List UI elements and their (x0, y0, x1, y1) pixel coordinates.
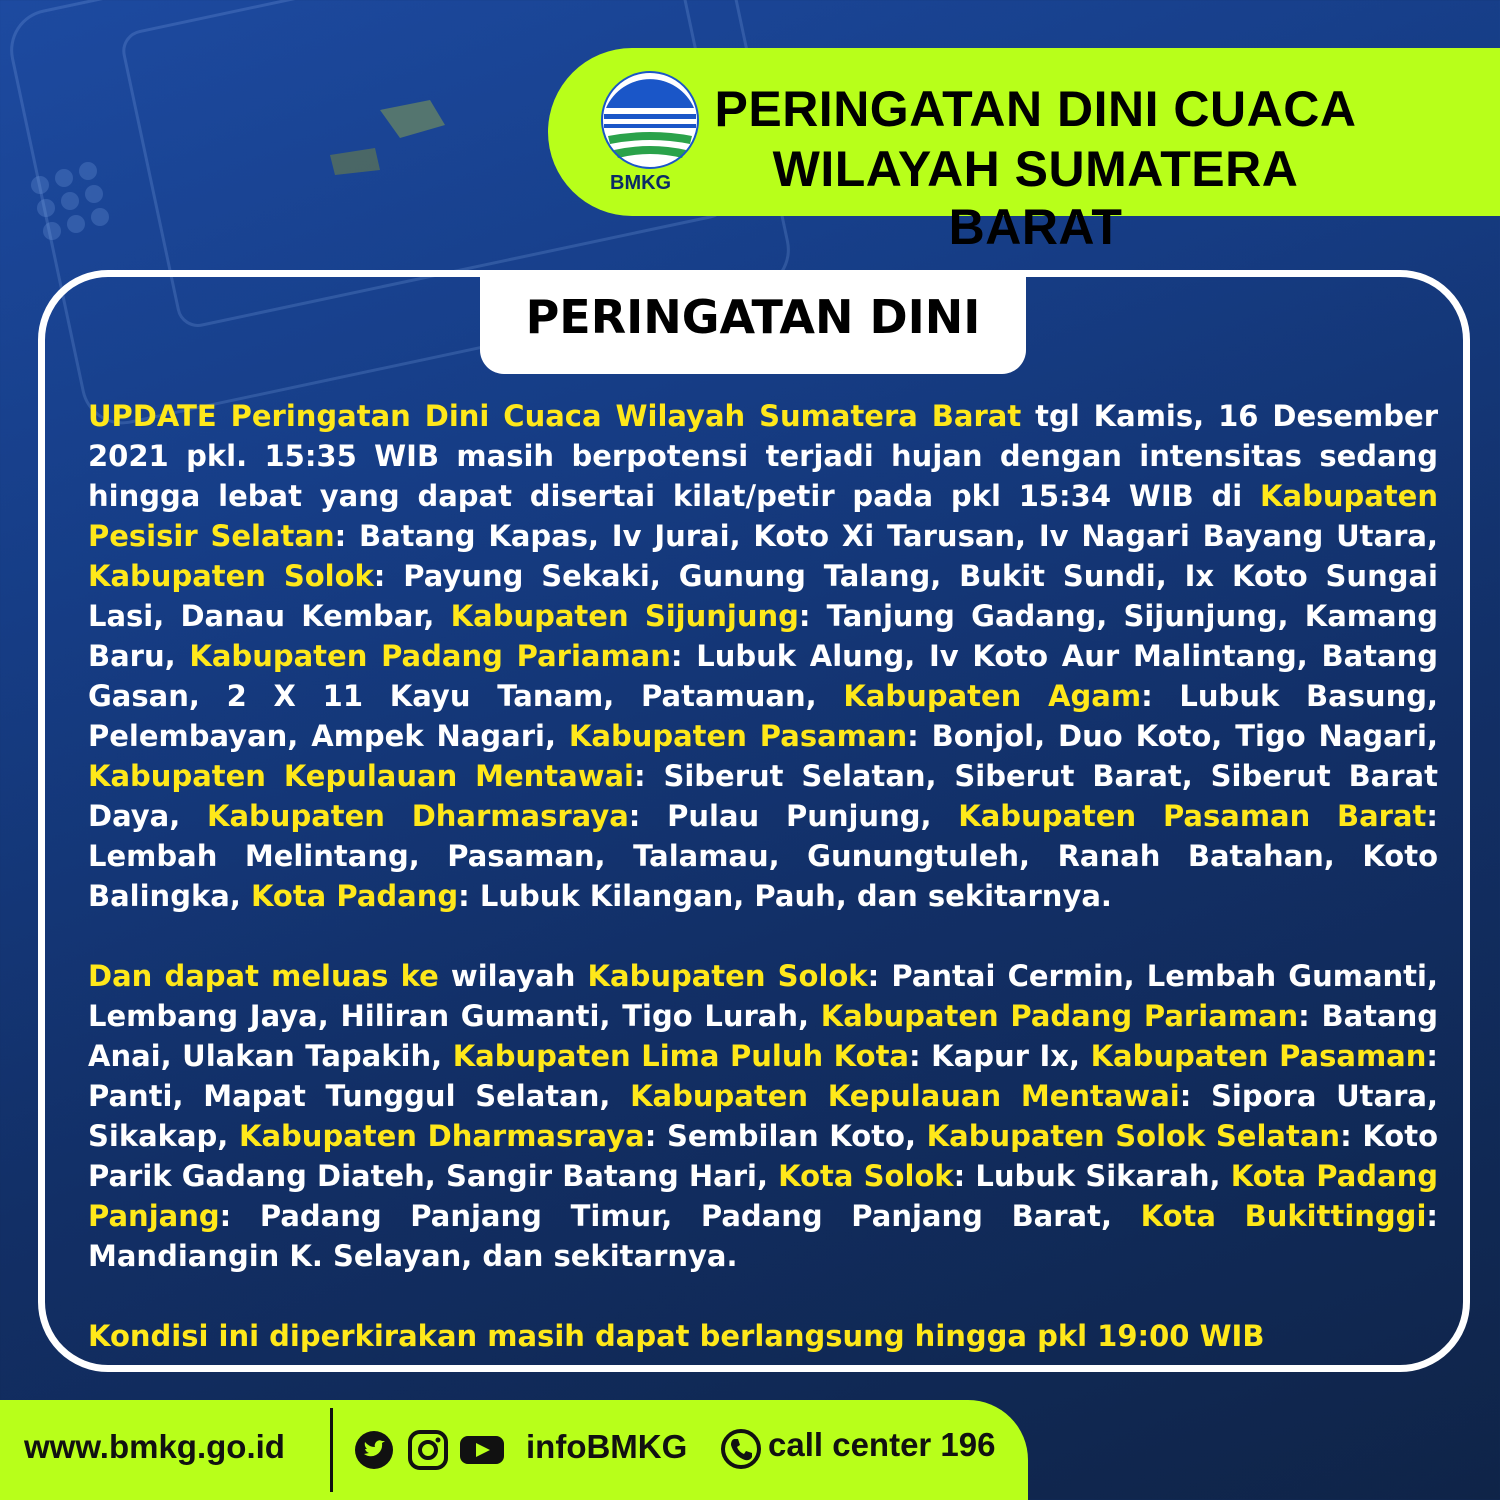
footer-bar (0, 1400, 1028, 1500)
region-highlight: Kabupaten Pesisir Selatan (88, 479, 1438, 553)
footer-divider (330, 1408, 333, 1492)
region-highlight: Kabupaten Agam (843, 679, 1142, 713)
header-banner (548, 48, 1500, 255)
body-text: : Panti, Mapat Tunggul Selatan, (88, 1039, 1438, 1113)
body-text: tgl Kamis, 16 Desember 2021 pkl. 15:35 WIB masih berpotensi terjadi hujan dengan intensitas sedang hingga lebat yang dapat disertai kilat/petir pada pkl 15:34 WIB di (88, 399, 1438, 513)
social-icons (354, 1430, 514, 1470)
region-highlight: Kota Padang Panjang (88, 1159, 1438, 1233)
region-highlight: Kabupaten Dharmasraya (207, 799, 629, 833)
body-text: : Sembilan Koto, (644, 1119, 927, 1153)
region-highlight: Kabupaten Padang Pariaman (189, 639, 671, 673)
twitter-icon[interactable] (355, 1431, 393, 1469)
panel-tab (480, 276, 1026, 374)
body-text: : Siberut Selatan, Siberut Barat, Siberut Barat Daya, (88, 759, 1438, 833)
closing-statement: Kondisi ini diperkirakan masih dapat berlangsung hingga pkl 19:00 WIB (88, 1319, 1265, 1353)
region-highlight: Kabupaten Solok Selatan (926, 1119, 1341, 1153)
region-highlight: Kabupaten Pasaman (568, 719, 908, 753)
body-text: : Tanjung Gadang, Sijunjung, Kamang Baru, (88, 599, 1438, 673)
body-text: : Koto Parik Gadang Diateh, Sangir Batang Hari, (88, 1119, 1439, 1193)
body-text: : Lubuk Sikarah, (953, 1159, 1231, 1193)
region-highlight: UPDATE Peringatan Dini Cuaca Wilayah Sumatera Barat (88, 399, 1022, 433)
body-text: : Pulau Punjung, (628, 799, 959, 833)
region-highlight: Kabupaten Dharmasraya (239, 1119, 645, 1153)
body-text: : Pantai Cermin, Lembah Gumanti, Lembang Jaya, Hiliran Gumanti, Tigo Lurah, (88, 959, 1438, 1033)
region-highlight: Kota Padang (250, 879, 459, 913)
body-text: : Padang Panjang Timur, Padang Panjang Barat, (219, 1199, 1141, 1233)
region-highlight: Kabupaten Lima Puluh Kota (452, 1039, 909, 1073)
body-text: : Mandiangin K. Selayan, dan sekitarnya. (88, 1199, 1438, 1273)
body-text: : Lubuk Basung, Pelembayan, Ampek Nagari, (88, 679, 1438, 753)
region-highlight: Kabupaten Kepulauan Mentawai (630, 1079, 1180, 1113)
warning-paragraph-2 (88, 956, 1438, 1276)
header-title-line1: PERINGATAN DINI CUACA (714, 81, 1357, 137)
region-highlight: Kabupaten Padang Pariaman (820, 999, 1299, 1033)
logo-text: BMKG (610, 172, 672, 194)
body-text: : Payung Sekaki, Gunung Talang, Bukit Sundi, Ix Koto Sungai Lasi, Danau Kembar, (88, 559, 1438, 633)
region-highlight: Kabupaten Kepulauan Mentawai (88, 759, 634, 793)
body-text: : Bonjol, Duo Koto, Tigo Nagari, (907, 719, 1438, 753)
call-center-text[interactable]: call center 196 (768, 1426, 996, 1463)
body-text: wilayah (438, 959, 588, 993)
website-link[interactable]: www.bmkg.go.id (24, 1428, 285, 1465)
warning-paragraph-1 (88, 396, 1438, 916)
region-highlight: Kota Solok (778, 1159, 954, 1193)
panel-title: PERINGATAN DINI (525, 290, 981, 344)
region-highlight: Kabupaten Solok (587, 959, 868, 993)
body-text: : Batang Kapas, Iv Jurai, Koto Xi Tarusan, Iv Nagari Bayang Utara, (334, 519, 1438, 553)
phone-icon (720, 1428, 762, 1470)
instagram-icon[interactable] (410, 1432, 446, 1468)
region-highlight: Kabupaten Pasaman Barat (958, 799, 1427, 833)
youtube-icon[interactable] (460, 1436, 504, 1464)
region-highlight: Kabupaten Solok (88, 559, 374, 593)
body-text: : Batang Anai, Ulakan Tapakih, (88, 999, 1438, 1073)
region-highlight: Dan dapat meluas ke (88, 959, 439, 993)
header-title-line2: WILAYAH SUMATERA BARAT (772, 141, 1299, 255)
region-highlight: Kabupaten Sijunjung (450, 599, 799, 633)
warning-content (88, 396, 1438, 1396)
region-highlight: Kabupaten Pasaman (1090, 1039, 1427, 1073)
body-text: : Kapur Ix, (909, 1039, 1091, 1073)
body-text: : Lubuk Alung, Iv Koto Aur Malintang, Batang Gasan, 2 X 11 Kayu Tanam, Patamuan, (88, 639, 1438, 713)
region-highlight: Kota Bukittinggi (1140, 1199, 1427, 1233)
social-handle[interactable]: infoBMKG (526, 1428, 688, 1465)
body-text: : Lubuk Kilangan, Pauh, dan sekitarnya. (458, 879, 1112, 913)
body-text: : Lembah Melintang, Pasaman, Talamau, Gunungtuleh, Ranah Batahan, Koto Balingka, (88, 799, 1439, 913)
body-text: : Sipora Utara, Sikakap, (88, 1079, 1438, 1153)
